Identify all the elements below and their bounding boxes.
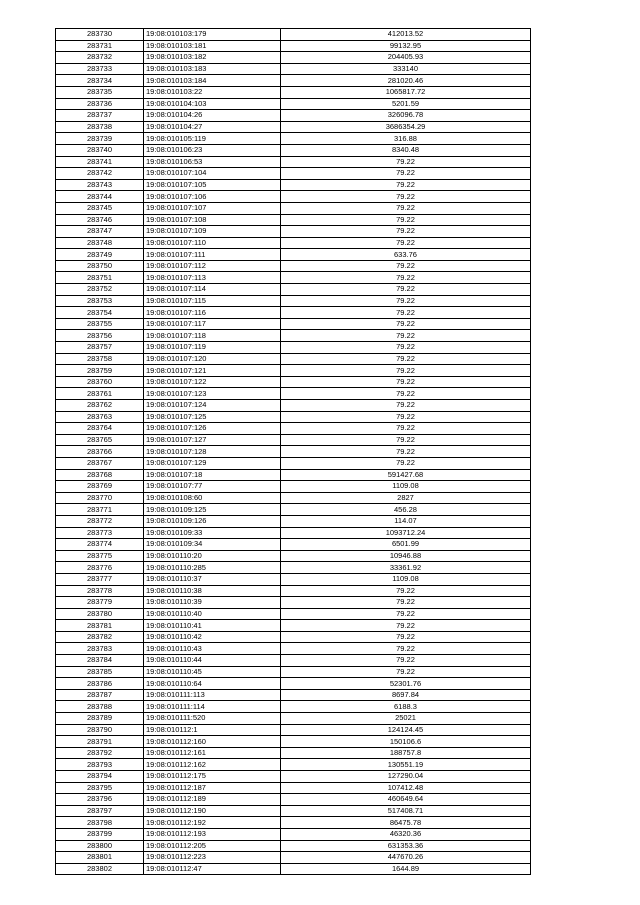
- row-number-cell: 283730: [56, 29, 144, 41]
- value-cell: 79.22: [281, 457, 531, 469]
- row-number-cell: 283775: [56, 550, 144, 562]
- row-number-cell: 283789: [56, 713, 144, 725]
- table-row: [56, 400, 531, 412]
- value-cell: 79.22: [281, 191, 531, 203]
- value-cell: 79.22: [281, 411, 531, 423]
- row-number-cell: 283757: [56, 342, 144, 354]
- row-number-cell: 283776: [56, 562, 144, 574]
- table-row: [56, 318, 531, 330]
- table-row: [56, 434, 531, 446]
- row-number-cell: 283754: [56, 307, 144, 319]
- row-number-cell: 283734: [56, 75, 144, 87]
- row-number-cell: 283758: [56, 353, 144, 365]
- table-row: [56, 342, 531, 354]
- row-number-cell: 283755: [56, 318, 144, 330]
- cadastral-number-cell: 19:08:010109:34: [144, 539, 281, 551]
- table-row: [56, 620, 531, 632]
- table-row: [56, 805, 531, 817]
- table-row: [56, 655, 531, 667]
- table-row: [56, 504, 531, 516]
- table-row: [56, 701, 531, 713]
- row-number-cell: 283780: [56, 608, 144, 620]
- table-row: [56, 782, 531, 794]
- cadastral-number-cell: 19:08:010112:161: [144, 747, 281, 759]
- cadastral-number-cell: 19:08:010112:160: [144, 736, 281, 748]
- value-cell: 79.22: [281, 620, 531, 632]
- value-cell: 631353.36: [281, 840, 531, 852]
- cadastral-number-cell: 19:08:010109:126: [144, 515, 281, 527]
- cadastral-number-cell: 19:08:010112:192: [144, 817, 281, 829]
- cadastral-number-cell: 19:08:010110:43: [144, 643, 281, 655]
- cadastral-number-cell: 19:08:010107:118: [144, 330, 281, 342]
- table-row: [56, 365, 531, 377]
- value-cell: 10946.88: [281, 550, 531, 562]
- cadastral-number-cell: 19:08:010106:53: [144, 156, 281, 168]
- row-number-cell: 283740: [56, 144, 144, 156]
- table-row: [56, 573, 531, 585]
- row-number-cell: 283792: [56, 747, 144, 759]
- table-row: [56, 562, 531, 574]
- row-number-cell: 283753: [56, 295, 144, 307]
- table-row: [56, 678, 531, 690]
- cadastral-number-cell: 19:08:010107:108: [144, 214, 281, 226]
- row-number-cell: 283759: [56, 365, 144, 377]
- table-row: [56, 794, 531, 806]
- cadastral-number-cell: 19:08:010104:103: [144, 98, 281, 110]
- cadastral-number-cell: 19:08:010110:20: [144, 550, 281, 562]
- cadastral-number-cell: 19:08:010107:128: [144, 446, 281, 458]
- cadastral-number-cell: 19:08:010104:26: [144, 110, 281, 122]
- cadastral-number-cell: 19:08:010107:125: [144, 411, 281, 423]
- row-number-cell: 283771: [56, 504, 144, 516]
- value-cell: 25021: [281, 713, 531, 725]
- value-cell: 79.22: [281, 608, 531, 620]
- table-row: [56, 260, 531, 272]
- cadastral-number-cell: 19:08:010107:115: [144, 295, 281, 307]
- table-row: [56, 284, 531, 296]
- row-number-cell: 283795: [56, 782, 144, 794]
- value-cell: 79.22: [281, 388, 531, 400]
- value-cell: 1644.89: [281, 863, 531, 875]
- value-cell: 86475.78: [281, 817, 531, 829]
- value-cell: 79.22: [281, 202, 531, 214]
- value-cell: 79.22: [281, 156, 531, 168]
- row-number-cell: 283784: [56, 655, 144, 667]
- row-number-cell: 283783: [56, 643, 144, 655]
- cadastral-number-cell: 19:08:010111:114: [144, 701, 281, 713]
- value-cell: 188757.8: [281, 747, 531, 759]
- cadastral-number-cell: 19:08:010107:120: [144, 353, 281, 365]
- value-cell: 1093712.24: [281, 527, 531, 539]
- value-cell: 79.22: [281, 585, 531, 597]
- value-cell: 456.28: [281, 504, 531, 516]
- row-number-cell: 283752: [56, 284, 144, 296]
- value-cell: 79.22: [281, 400, 531, 412]
- table-row: [56, 747, 531, 759]
- row-number-cell: 283768: [56, 469, 144, 481]
- row-number-cell: 283748: [56, 237, 144, 249]
- value-cell: 79.22: [281, 226, 531, 238]
- row-number-cell: 283764: [56, 423, 144, 435]
- cadastral-number-cell: 19:08:010112:193: [144, 828, 281, 840]
- table-row: [56, 330, 531, 342]
- cadastral-number-cell: 19:08:010110:37: [144, 573, 281, 585]
- value-cell: 124124.45: [281, 724, 531, 736]
- table-row: [56, 376, 531, 388]
- value-cell: 79.22: [281, 272, 531, 284]
- cadastral-number-cell: 19:08:010107:107: [144, 202, 281, 214]
- row-number-cell: 283791: [56, 736, 144, 748]
- table-row: [56, 423, 531, 435]
- table-row: [56, 168, 531, 180]
- value-cell: 79.22: [281, 307, 531, 319]
- value-cell: 326096.78: [281, 110, 531, 122]
- table-row: [56, 771, 531, 783]
- row-number-cell: 283762: [56, 400, 144, 412]
- cadastral-number-cell: 19:08:010107:116: [144, 307, 281, 319]
- row-number-cell: 283799: [56, 828, 144, 840]
- row-number-cell: 283737: [56, 110, 144, 122]
- row-number-cell: 283749: [56, 249, 144, 261]
- value-cell: 79.22: [281, 295, 531, 307]
- cadastral-number-cell: 19:08:010110:40: [144, 608, 281, 620]
- cadastral-number-cell: 19:08:010107:114: [144, 284, 281, 296]
- table-row: [56, 98, 531, 110]
- table-row: [56, 63, 531, 75]
- row-number-cell: 283756: [56, 330, 144, 342]
- table-row: [56, 295, 531, 307]
- table-row: [56, 736, 531, 748]
- cadastral-number-cell: 19:08:010103:22: [144, 86, 281, 98]
- table-row: [56, 527, 531, 539]
- cadastral-number-cell: 19:08:010107:127: [144, 434, 281, 446]
- value-cell: 633.76: [281, 249, 531, 261]
- table-row: [56, 643, 531, 655]
- cadastral-number-cell: 19:08:010105:119: [144, 133, 281, 145]
- row-number-cell: 283743: [56, 179, 144, 191]
- value-cell: 3686354.29: [281, 121, 531, 133]
- row-number-cell: 283785: [56, 666, 144, 678]
- table-row: [56, 585, 531, 597]
- cadastral-number-cell: 19:08:010107:117: [144, 318, 281, 330]
- cadastral-number-cell: 19:08:010110:42: [144, 631, 281, 643]
- cadastral-number-cell: 19:08:010107:126: [144, 423, 281, 435]
- table-row: [56, 597, 531, 609]
- row-number-cell: 283794: [56, 771, 144, 783]
- row-number-cell: 283782: [56, 631, 144, 643]
- cadastral-number-cell: 19:08:010111:520: [144, 713, 281, 725]
- value-cell: 2827: [281, 492, 531, 504]
- cadastral-number-cell: 19:08:010109:125: [144, 504, 281, 516]
- value-cell: 6188.3: [281, 701, 531, 713]
- cadastral-number-cell: 19:08:010107:18: [144, 469, 281, 481]
- row-number-cell: 283787: [56, 689, 144, 701]
- row-number-cell: 283744: [56, 191, 144, 203]
- value-cell: 46320.36: [281, 828, 531, 840]
- cadastral-number-cell: 19:08:010106:23: [144, 144, 281, 156]
- table-row: [56, 86, 531, 98]
- value-cell: 204405.93: [281, 52, 531, 64]
- row-number-cell: 283772: [56, 515, 144, 527]
- cadastral-number-cell: 19:08:010110:44: [144, 655, 281, 667]
- value-cell: 150106.6: [281, 736, 531, 748]
- cadastral-number-cell: 19:08:010112:205: [144, 840, 281, 852]
- cadastral-number-cell: 19:08:010103:181: [144, 40, 281, 52]
- cadastral-value-table: [55, 28, 531, 875]
- cadastral-number-cell: 19:08:010103:179: [144, 29, 281, 41]
- row-number-cell: 283773: [56, 527, 144, 539]
- row-number-cell: 283774: [56, 539, 144, 551]
- cadastral-number-cell: 19:08:010107:104: [144, 168, 281, 180]
- table-row: [56, 214, 531, 226]
- value-cell: 79.22: [281, 342, 531, 354]
- value-cell: 33361.92: [281, 562, 531, 574]
- row-number-cell: 283742: [56, 168, 144, 180]
- cadastral-number-cell: 19:08:010112:190: [144, 805, 281, 817]
- cadastral-number-cell: 19:08:010110:285: [144, 562, 281, 574]
- table-row: [56, 515, 531, 527]
- cadastral-number-cell: 19:08:010110:64: [144, 678, 281, 690]
- value-cell: 1109.08: [281, 481, 531, 493]
- cadastral-number-cell: 19:08:010112:175: [144, 771, 281, 783]
- table-row: [56, 539, 531, 551]
- table-row: [56, 133, 531, 145]
- table-row: [56, 446, 531, 458]
- row-number-cell: 283790: [56, 724, 144, 736]
- row-number-cell: 283733: [56, 63, 144, 75]
- table-row: [56, 411, 531, 423]
- value-cell: 79.22: [281, 237, 531, 249]
- value-cell: 79.22: [281, 643, 531, 655]
- row-number-cell: 283735: [56, 86, 144, 98]
- value-cell: 591427.68: [281, 469, 531, 481]
- table-row: [56, 272, 531, 284]
- cadastral-number-cell: 19:08:010107:113: [144, 272, 281, 284]
- cadastral-number-cell: 19:08:010107:105: [144, 179, 281, 191]
- table-row: [56, 110, 531, 122]
- cadastral-number-cell: 19:08:010107:110: [144, 237, 281, 249]
- table-row: [56, 40, 531, 52]
- cadastral-number-cell: 19:08:010103:182: [144, 52, 281, 64]
- row-number-cell: 283798: [56, 817, 144, 829]
- value-cell: 79.22: [281, 330, 531, 342]
- value-cell: 333140: [281, 63, 531, 75]
- cadastral-number-cell: 19:08:010110:38: [144, 585, 281, 597]
- value-cell: 79.22: [281, 260, 531, 272]
- table-row: [56, 631, 531, 643]
- cadastral-number-cell: 19:08:010107:112: [144, 260, 281, 272]
- row-number-cell: 283777: [56, 573, 144, 585]
- value-cell: 8697.84: [281, 689, 531, 701]
- row-number-cell: 283736: [56, 98, 144, 110]
- value-cell: 130551.19: [281, 759, 531, 771]
- value-cell: 460649.64: [281, 794, 531, 806]
- table-row: [56, 249, 531, 261]
- row-number-cell: 283745: [56, 202, 144, 214]
- row-number-cell: 283778: [56, 585, 144, 597]
- table-row: [56, 388, 531, 400]
- value-cell: 412013.52: [281, 29, 531, 41]
- cadastral-number-cell: 19:08:010107:122: [144, 376, 281, 388]
- row-number-cell: 283738: [56, 121, 144, 133]
- table-row: [56, 469, 531, 481]
- row-number-cell: 283788: [56, 701, 144, 713]
- cadastral-number-cell: 19:08:010110:39: [144, 597, 281, 609]
- table-row: [56, 179, 531, 191]
- value-cell: 79.22: [281, 179, 531, 191]
- row-number-cell: 283761: [56, 388, 144, 400]
- table-row: [56, 492, 531, 504]
- table-row: [56, 237, 531, 249]
- row-number-cell: 283770: [56, 492, 144, 504]
- row-number-cell: 283732: [56, 52, 144, 64]
- table-row: [56, 191, 531, 203]
- value-cell: 79.22: [281, 353, 531, 365]
- table-row: [56, 713, 531, 725]
- cadastral-number-cell: 19:08:010107:109: [144, 226, 281, 238]
- value-cell: 114.07: [281, 515, 531, 527]
- cadastral-number-cell: 19:08:010107:129: [144, 457, 281, 469]
- value-cell: 79.22: [281, 666, 531, 678]
- value-cell: 79.22: [281, 284, 531, 296]
- cadastral-number-cell: 19:08:010112:223: [144, 852, 281, 864]
- value-cell: 79.22: [281, 631, 531, 643]
- value-cell: 79.22: [281, 376, 531, 388]
- value-cell: 6501.99: [281, 539, 531, 551]
- row-number-cell: 283741: [56, 156, 144, 168]
- row-number-cell: 283786: [56, 678, 144, 690]
- value-cell: 79.22: [281, 434, 531, 446]
- value-cell: 79.22: [281, 318, 531, 330]
- value-cell: 281020.46: [281, 75, 531, 87]
- value-cell: 99132.95: [281, 40, 531, 52]
- cadastral-number-cell: 19:08:010103:183: [144, 63, 281, 75]
- row-number-cell: 283751: [56, 272, 144, 284]
- value-cell: 79.22: [281, 168, 531, 180]
- cadastral-number-cell: 19:08:010107:124: [144, 400, 281, 412]
- table-row: [56, 666, 531, 678]
- table-row: [56, 817, 531, 829]
- value-cell: 8340.48: [281, 144, 531, 156]
- value-cell: 107412.48: [281, 782, 531, 794]
- row-number-cell: 283802: [56, 863, 144, 875]
- row-number-cell: 283739: [56, 133, 144, 145]
- table-row: [56, 52, 531, 64]
- row-number-cell: 283763: [56, 411, 144, 423]
- cadastral-number-cell: 19:08:010107:106: [144, 191, 281, 203]
- row-number-cell: 283766: [56, 446, 144, 458]
- row-number-cell: 283750: [56, 260, 144, 272]
- table-row: [56, 840, 531, 852]
- cadastral-number-cell: 19:08:010109:33: [144, 527, 281, 539]
- table-row: [56, 29, 531, 41]
- row-number-cell: 283765: [56, 434, 144, 446]
- value-cell: 316.88: [281, 133, 531, 145]
- cadastral-number-cell: 19:08:010103:184: [144, 75, 281, 87]
- value-cell: 52301.76: [281, 678, 531, 690]
- row-number-cell: 283760: [56, 376, 144, 388]
- table-row: [56, 724, 531, 736]
- cadastral-number-cell: 19:08:010110:45: [144, 666, 281, 678]
- value-cell: 1109.08: [281, 573, 531, 585]
- value-cell: 447670.26: [281, 852, 531, 864]
- cadastral-number-cell: 19:08:010107:119: [144, 342, 281, 354]
- table-row: [56, 144, 531, 156]
- table-row: [56, 457, 531, 469]
- value-cell: 127290.04: [281, 771, 531, 783]
- value-cell: 79.22: [281, 446, 531, 458]
- row-number-cell: 283731: [56, 40, 144, 52]
- table-row: [56, 481, 531, 493]
- table-row: [56, 759, 531, 771]
- table-row: [56, 307, 531, 319]
- value-cell: 79.22: [281, 597, 531, 609]
- row-number-cell: 283767: [56, 457, 144, 469]
- value-cell: 79.22: [281, 423, 531, 435]
- table-row: [56, 226, 531, 238]
- value-cell: 79.22: [281, 214, 531, 226]
- cadastral-number-cell: 19:08:010107:123: [144, 388, 281, 400]
- table-row: [56, 828, 531, 840]
- cadastral-number-cell: 19:08:010112:162: [144, 759, 281, 771]
- row-number-cell: 283746: [56, 214, 144, 226]
- cadastral-number-cell: 19:08:010111:113: [144, 689, 281, 701]
- table-row: [56, 852, 531, 864]
- value-cell: 79.22: [281, 365, 531, 377]
- cadastral-number-cell: 19:08:010107:77: [144, 481, 281, 493]
- row-number-cell: 283800: [56, 840, 144, 852]
- value-cell: 5201.59: [281, 98, 531, 110]
- value-cell: 517408.71: [281, 805, 531, 817]
- table-row: [56, 202, 531, 214]
- value-cell: 79.22: [281, 655, 531, 667]
- row-number-cell: 283779: [56, 597, 144, 609]
- table-row: [56, 121, 531, 133]
- cadastral-number-cell: 19:08:010112:189: [144, 794, 281, 806]
- cadastral-number-cell: 19:08:010104:27: [144, 121, 281, 133]
- row-number-cell: 283747: [56, 226, 144, 238]
- value-cell: 1065817.72: [281, 86, 531, 98]
- table-row: [56, 156, 531, 168]
- cadastral-number-cell: 19:08:010112:187: [144, 782, 281, 794]
- table-row: [56, 353, 531, 365]
- row-number-cell: 283796: [56, 794, 144, 806]
- row-number-cell: 283793: [56, 759, 144, 771]
- cadastral-number-cell: 19:08:010110:41: [144, 620, 281, 632]
- table-body: [56, 29, 531, 875]
- table-row: [56, 608, 531, 620]
- row-number-cell: 283769: [56, 481, 144, 493]
- row-number-cell: 283797: [56, 805, 144, 817]
- table-row: [56, 75, 531, 87]
- cadastral-number-cell: 19:08:010108:60: [144, 492, 281, 504]
- row-number-cell: 283781: [56, 620, 144, 632]
- table-row: [56, 689, 531, 701]
- cadastral-number-cell: 19:08:010107:121: [144, 365, 281, 377]
- row-number-cell: 283801: [56, 852, 144, 864]
- cadastral-number-cell: 19:08:010112:47: [144, 863, 281, 875]
- cadastral-number-cell: 19:08:010107:111: [144, 249, 281, 261]
- table-row: [56, 863, 531, 875]
- cadastral-number-cell: 19:08:010112:1: [144, 724, 281, 736]
- table-row: [56, 550, 531, 562]
